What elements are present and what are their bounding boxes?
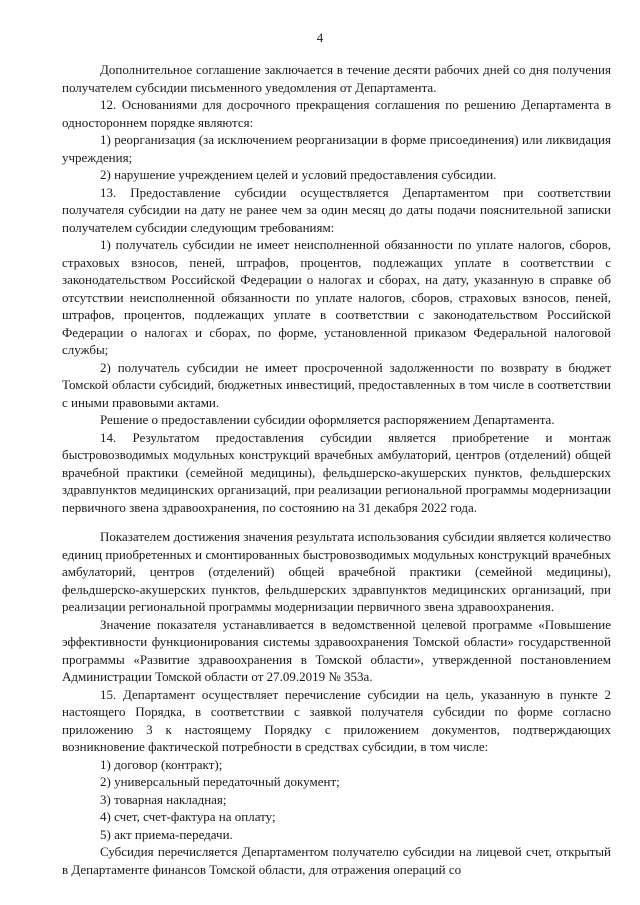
- paragraph-13-item-1: 1) получатель субсидии не имеет неисполненной обязанности по уплате налогов, сборов, страховых взносов, пеней, штрафов, процентов, подлежащих уплате в соответствии с законодательством Российской Федерации о налогах и сборах, на дату, указанную в справке об отсутствии неисполненной обязанности по уплате налогов, сборов, страховых взносов, пеней, штрафов, процентов, подлежащих уплате в соответствии с законодательством Российской Федерации о налогах и сборах, по форме, установленной приказом Федеральной налоговой службы;: [62, 237, 611, 357]
- paragraph-15-item-4: 4) счет, счет-фактура на оплату;: [100, 809, 276, 824]
- paragraph-indicator: Показателем достижения значения результата использования субсидии является количество единиц приобретенных и смонтированных быстровозводимых модульных конструкций врачебных амбулаторий, центров (отделений) общей врачебной практики (семейной медицины), фельдшерско-акушерских пунктов, фельдшерских здравпунктов медицинских организаций, при реализации региональной программы модернизации первичного звена здравоохранения.: [62, 529, 611, 614]
- paragraph-13-item-2: 2) получатель субсидии не имеет просроченной задолженности по возврату в бюджет Томской области субсидий, бюджетных инвестиций, предоставленных в том числе в соответствии с иными правовыми актами.: [62, 359, 611, 410]
- paragraph-12-item-1: 1) реорганизация (за исключением реорганизации в форме присоединения) или ликвидация учреждения;: [62, 132, 611, 165]
- paragraph-12-item-2: 2) нарушение учреждением целей и условий предоставления субсидии.: [100, 167, 497, 182]
- paragraph-subsidy-transfer: Субсидия перечисляется Департаментом получателю субсидии на лицевой счет, открытый в Департаменте финансов Томской области, для отражения операций со: [62, 844, 611, 877]
- document-body: [62, 61, 611, 878]
- paragraph-15-item-1: 1) договор (контракт);: [100, 756, 223, 772]
- paragraph-12-grounds-termination: 12. Основаниями для досрочного прекращения соглашения по решению Департамента в одностороннем порядке являются:: [62, 97, 611, 130]
- paragraph-15-transfer: 15. Департамент осуществляет перечисление субсидии на цель, указанную в пункте 2 настоящего Порядка, в соответствии с заявкой получателя субсидии по форме согласно приложению 3 к настоящему Порядку с приложением документов, подтверждающих возникновение фактической потребности в средствах субсидии, в том числе:: [62, 686, 611, 754]
- page-number: 4: [316, 30, 324, 45]
- paragraph-14-result: 14. Результатом предоставления субсидии является приобретение и монтаж быстровозводимых модульных конструкций врачебных амбулаторий, центров (отделений) общей врачебной практики (семейной медицины), фельдшерско-акушерских пунктов, фельдшерских здравпунктов медицинских организаций, при реализации региональной программы модернизации первичного звена здравоохранения, по состоянию на 31 декабря 2022 года.: [62, 429, 611, 515]
- paragraph-additional-agreement: Дополнительное соглашение заключается в течение десяти рабочих дней со дня получения получателем субсидии письменного уведомления от Департамента.: [62, 62, 611, 95]
- paragraph-indicator-value: Значение показателя устанавливается в ведомственной целевой программе «Повышение эффективности функционирования системы здравоохранения Томской области» государственной программы «Развитие здравоохранения в Томской области», утвержденной постановлением Администрации Томской области от 27.09.2019 № 353а.: [62, 616, 611, 684]
- paragraph-decision: Решение о предоставлении субсидии оформляется распоряжением Департамента.: [100, 412, 555, 427]
- paragraph-15-item-2: 2) универсальный передаточный документ;: [100, 774, 340, 789]
- paragraph-13-requirements: 13. Предоставление субсидии осуществляется Департаментом при соответствии получателя субсидии на дату не ранее чем за один месяц до даты подачи пояснительной записки получателем субсидии следующим требованиям:: [62, 184, 611, 235]
- paragraph-15-item-3: 3) товарная накладная;: [100, 791, 227, 807]
- paragraph-15-item-5: 5) акт приема-передачи.: [100, 826, 233, 842]
